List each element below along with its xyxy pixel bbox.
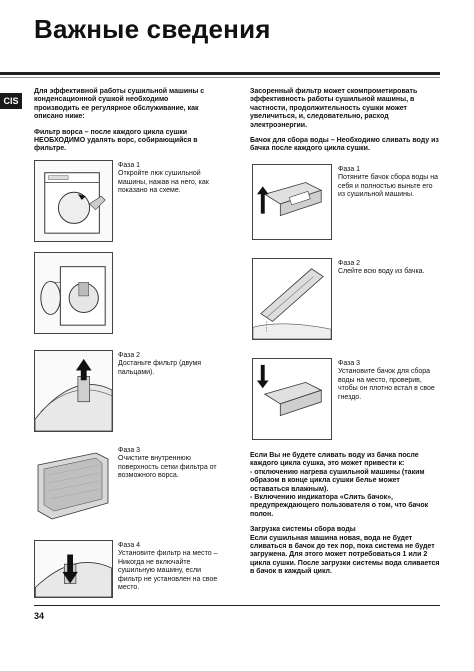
tank-insert-illustration — [252, 358, 332, 440]
filter-clean-illustration — [34, 445, 113, 527]
left-step-2-title: Фаза 2 — [118, 352, 141, 359]
right-step-2-title: Фаза 2 — [338, 260, 361, 267]
right-step-2-text: Слейте всю воду из бачка. — [338, 268, 425, 276]
right-warning-block — [250, 452, 440, 577]
right-step-3-title: Фаза 3 — [338, 360, 361, 367]
tank-pull-illustration — [252, 164, 332, 240]
header-rule-thin — [0, 77, 440, 78]
left-step-3-text: Очистите внутреннюю поверхность сетки фильтра от возможного ворса. — [118, 455, 217, 480]
left-step-1-title: Фаза 1 — [118, 162, 141, 169]
load-title: Загрузка системы сбора воды — [250, 526, 356, 534]
dryer-open-door-illustration — [34, 252, 113, 334]
page-number: 34 — [34, 611, 45, 621]
right-step-1-text: Потяните бачок сбора воды на себя и полностью выньте его из сушильной машины. — [338, 174, 438, 199]
filter-remove-illustration — [34, 350, 113, 432]
language-tab: CIS — [0, 93, 22, 109]
left-step-2 — [118, 352, 218, 377]
right-step-3-text: Установите бачок для сбора воды на место, проверив, чтобы он плотно встал в свое гнездо. — [338, 368, 435, 401]
warning-item-1: - отключению нагрева сушильной машины (таким образом в конце цикла сушки белье может оставаться влажным). — [250, 468, 425, 493]
left-step-3-title: Фаза 3 — [118, 447, 141, 454]
warning-item-2: - Включению индикатора «Слить бачок», предупреждающего пользователя о том, что бачок полон. — [250, 494, 429, 518]
filter-install-illustration — [34, 540, 113, 598]
tank-drain-illustration — [252, 258, 332, 340]
right-step-1-title: Фаза 1 — [338, 166, 361, 173]
footer-rule — [34, 605, 440, 606]
left-intro-block — [34, 88, 214, 161]
page-title: Важные сведения — [34, 14, 271, 44]
right-intro-block — [250, 88, 440, 161]
warning-text: Если Вы не будете сливать воду из бачка после каждого цикла сушка, это может привести к: — [250, 452, 419, 468]
left-step-4 — [118, 542, 218, 592]
filter-text: Фильтр ворса – после каждого цикла сушки НЕОБХОДИМО удалять ворс, собирающийся в фильтре. — [34, 128, 198, 153]
right-step-3 — [338, 360, 440, 402]
right-step-1 — [338, 166, 440, 200]
intro-text: Для эффективной работы сушильной машины с конденсационной сушкой необходимо производить ее регулярное обслуживание, как описано ниже: — [34, 88, 205, 121]
load-text: Если сушильная машина новая, вода не будет сливаться в бачок до тех пор, пока система не будет загружена. Для этого может потребоваться 1 или 2 цикла сушки. После загрузки системы вода сливается в бачок в каждый цикл. — [250, 534, 440, 576]
clogged-text: Засоренный фильтр может скомпрометировать эффективность работы сушильной машины, в частности, продолжительность сушки может увеличиться, и, следовательно, расход электроэнергии. — [250, 88, 418, 129]
left-step-4-title: Фаза 4 — [118, 542, 141, 549]
right-step-2 — [338, 260, 440, 277]
left-step-1-text: Откройте люк сушильной машины, нажав на него, как показано на схеме. — [118, 170, 209, 195]
dryer-door-illustration — [34, 160, 113, 242]
left-step-2-text: Достаньте фильтр (двумя пальцами). — [118, 360, 202, 376]
left-step-1 — [118, 162, 218, 196]
left-step-3 — [118, 447, 218, 481]
tank-text: Бачок для сбора воды – Необходимо сливать воду из бачка после каждого цикла сушки. — [250, 137, 439, 153]
header-rule — [0, 72, 440, 75]
left-step-4-text: Установите фильтр на место – Никогда не включайте сушильную машину, если фильтр не установлен на свое место. — [118, 550, 218, 592]
